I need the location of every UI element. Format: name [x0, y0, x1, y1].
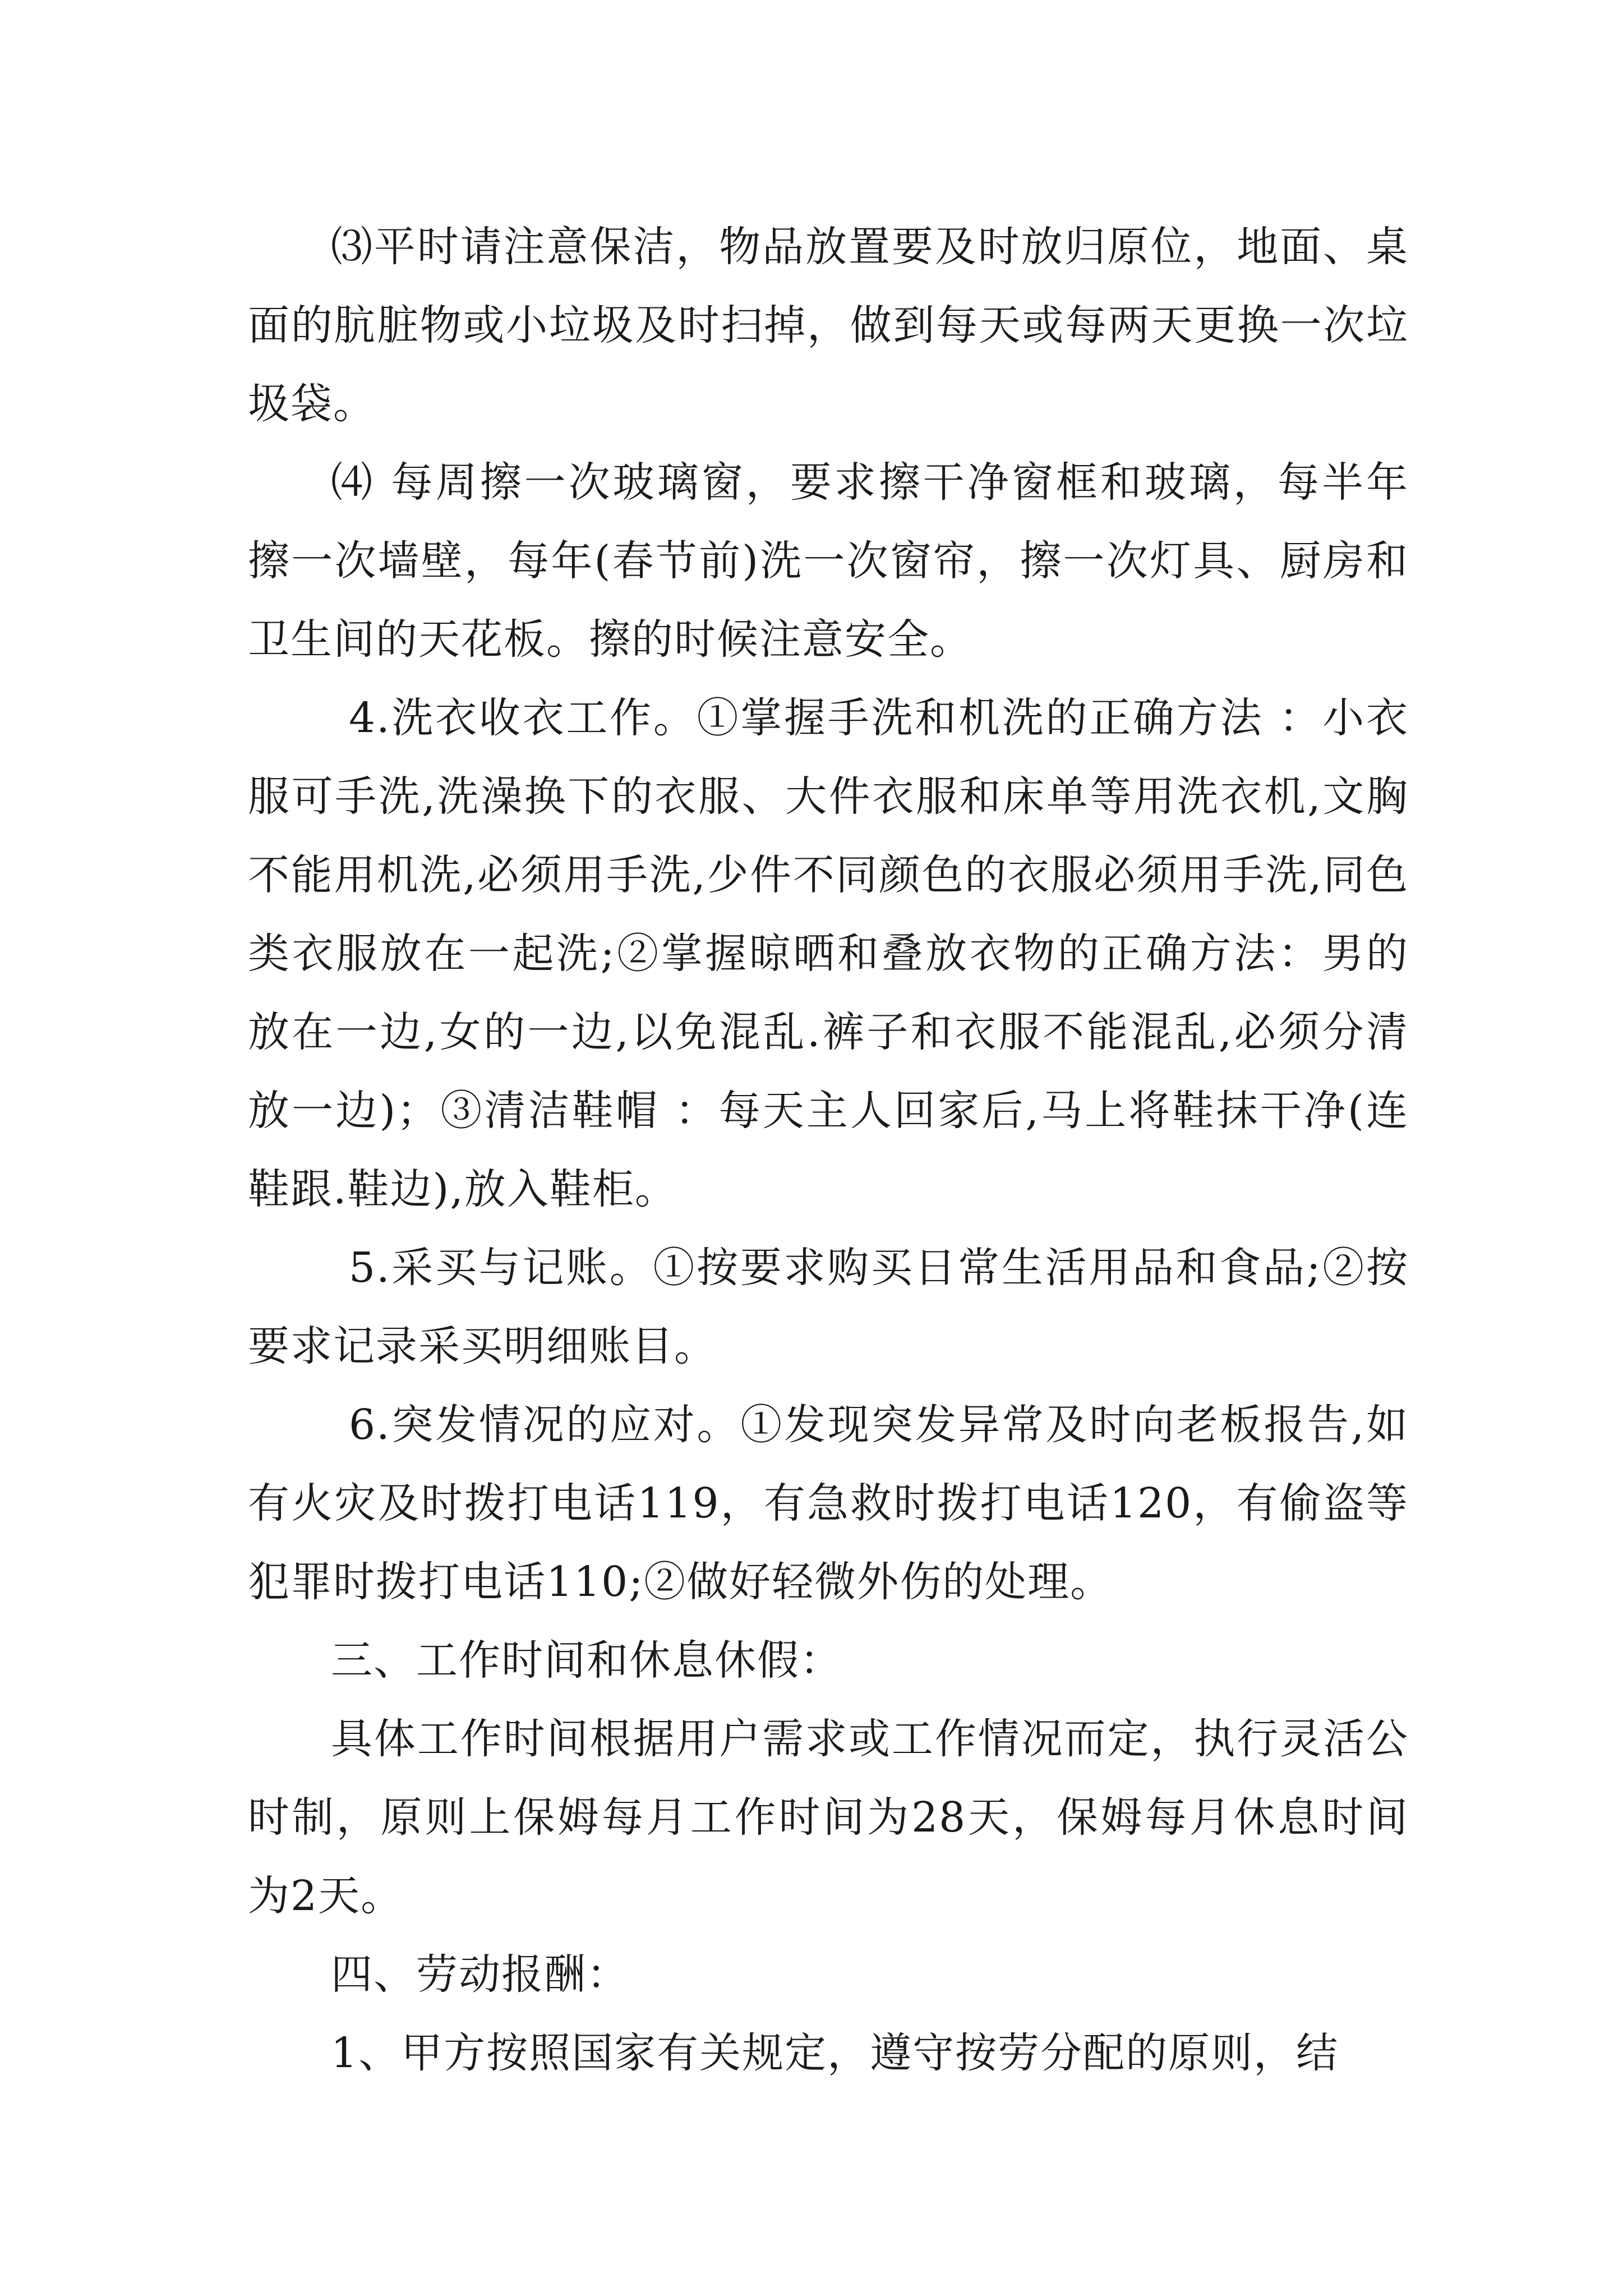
- section-heading-remuneration: 四、劳动报酬：: [331, 1950, 629, 1999]
- document-body: [248, 208, 1409, 2092]
- paragraph-work-hours: 具体工作时间根据用户需求或工作情况而定，执行灵活公时制，原则上保姆每月工作时间为28天，保姆每月休息时间为2天。: [248, 1715, 1409, 1920]
- section-heading-work-hours: 三、工作时间和休息休假：: [331, 1636, 842, 1685]
- paragraph-remuneration-1: 1、甲方按照国家有关规定，遵守按劳分配的原则，结: [331, 2029, 1339, 2077]
- paragraph-cleaning-tidy: ⑶平时请注意保洁，物品放置要及时放归原位，地面、桌面的肮脏物或小垃圾及时扫掉，做到每天或每两天更换一次垃圾袋。: [248, 223, 1409, 428]
- paragraph-emergency: 6.突发情况的应对。①发现突发异常及时向老板报告,如有火灾及时拨打电话119，有急救时拨打电话120，有偷盗等犯罪时拨打电话110;②做好轻微外伤的处理。: [248, 1401, 1409, 1606]
- paragraph-cleaning-windows: ⑷ 每周擦一次玻璃窗，要求擦干净窗框和玻璃，每半年擦一次墙壁，每年(春节前)洗一次窗帘，擦一次灯具、厨房和卫生间的天花板。擦的时候注意安全。: [248, 458, 1409, 664]
- paragraph-purchasing: 5.采买与记账。①按要求购买日常生活用品和食品;②按要求记录采买明细账目。: [248, 1244, 1409, 1370]
- paragraph-laundry: 4.洗衣收衣工作。①掌握手洗和机洗的正确方法 ：小衣服可手洗,洗澡换下的衣服、大件衣服和床单等用洗衣机,文胸不能用机洗,必须用手洗,少件不同颜色的衣服必须用手洗,同色类衣服放在一起洗;②掌握晾晒和叠放衣物的正确方法：男的放在一边,女的一边,以免混乱.裤子和衣服不能混乱,必须分清放一边)；③清洁鞋帽 ：每天主人回家后,马上将鞋抹干净(连鞋跟.鞋边),放入鞋柜。: [248, 694, 1409, 1213]
